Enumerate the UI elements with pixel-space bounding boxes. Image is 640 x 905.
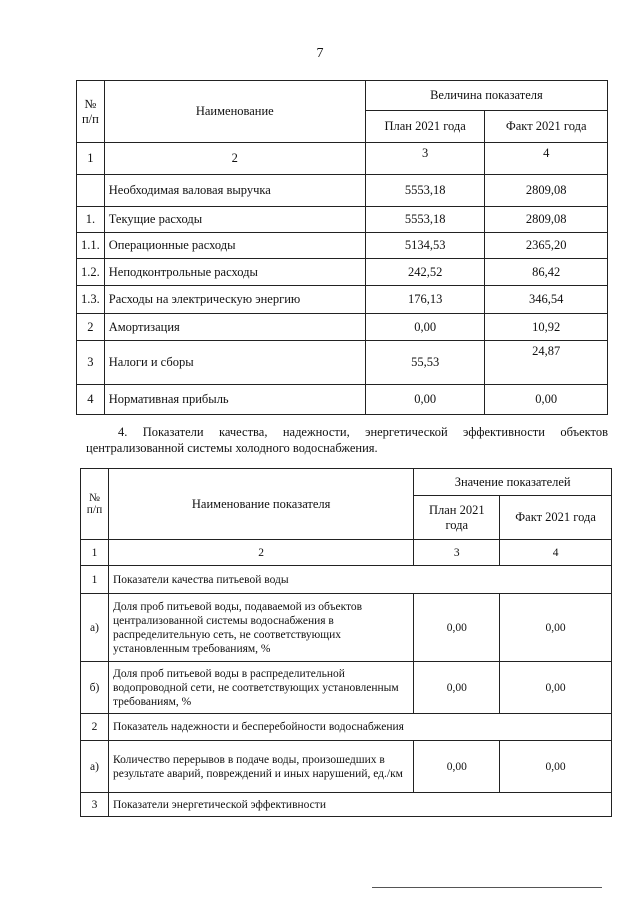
row-num: а) xyxy=(81,741,109,793)
table-row xyxy=(81,741,612,793)
table-row xyxy=(77,175,608,207)
index-row xyxy=(81,540,612,566)
row-fact: 10,92 xyxy=(485,314,608,341)
row-fact: 86,42 xyxy=(485,259,608,286)
row-num: 1.2. xyxy=(77,259,105,286)
row-plan: 5553,18 xyxy=(365,175,485,207)
group-title: Показатель надежности и бесперебойности водоснабжения xyxy=(108,714,611,741)
row-fact: 346,54 xyxy=(485,286,608,314)
table-row xyxy=(77,341,608,385)
group-row xyxy=(81,566,612,594)
header-fact: Факт 2021 года xyxy=(485,111,608,143)
row-name: Доля проб питьевой воды в распределительной водопроводной сети, не соответствующих установленным требованиям, % xyxy=(108,662,413,714)
row-plan: 0,00 xyxy=(414,741,500,793)
row-plan: 0,00 xyxy=(414,662,500,714)
table-row xyxy=(77,286,608,314)
row-num: 1.3. xyxy=(77,286,105,314)
index-row xyxy=(77,143,608,175)
row-num: 1.1. xyxy=(77,233,105,259)
group-title: Показатели качества питьевой воды xyxy=(108,566,611,594)
row-plan: 0,00 xyxy=(414,594,500,662)
footer-divider xyxy=(372,887,602,888)
row-fact: 0,00 xyxy=(500,662,612,714)
row-plan: 0,00 xyxy=(365,385,485,415)
group-title: Показатели энергетической эффективности xyxy=(108,793,611,817)
row-fact: 0,00 xyxy=(485,385,608,415)
group-row xyxy=(81,793,612,817)
header-group: Величина показателя xyxy=(365,81,607,111)
row-fact: 2365,20 xyxy=(485,233,608,259)
row-num: 4 xyxy=(77,385,105,415)
row-name: Количество перерывов в подаче воды, произошедших в результате аварий, повреждений и иных нарушений, ед./км xyxy=(108,741,413,793)
table-header-row xyxy=(77,81,608,111)
row-name: Доля проб питьевой воды, подаваемой из объектов централизованной системы водоснабжения в распределительную сеть, не соответствующих установленным требованиям, % xyxy=(108,594,413,662)
row-name: Необходимая валовая выручка xyxy=(104,175,365,207)
index-cell: 3 xyxy=(365,143,485,175)
row-fact: 24,87 xyxy=(485,341,608,385)
index-cell: 2 xyxy=(108,540,413,566)
group-row xyxy=(81,714,612,741)
table-row xyxy=(81,662,612,714)
index-cell: 4 xyxy=(485,143,608,175)
row-name: Амортизация xyxy=(104,314,365,341)
row-name: Текущие расходы xyxy=(104,207,365,233)
row-num: 1. xyxy=(77,207,105,233)
table-row xyxy=(77,233,608,259)
table-row xyxy=(77,385,608,415)
header-num: № п/п xyxy=(77,81,105,143)
table-row xyxy=(77,314,608,341)
table-row xyxy=(81,594,612,662)
quality-indicators-table xyxy=(80,468,612,817)
row-name: Неподконтрольные расходы xyxy=(104,259,365,286)
header-num: № п/п xyxy=(81,469,109,540)
index-cell: 1 xyxy=(77,143,105,175)
row-plan: 5134,53 xyxy=(365,233,485,259)
row-num: 2 xyxy=(77,314,105,341)
row-num: 1 xyxy=(81,566,109,594)
row-name: Налоги и сборы xyxy=(104,341,365,385)
row-num: а) xyxy=(81,594,109,662)
header-group: Значение показателей xyxy=(414,469,612,496)
row-num: б) xyxy=(81,662,109,714)
row-fact: 2809,08 xyxy=(485,207,608,233)
header-plan: План 2021 года xyxy=(414,496,500,540)
header-plan: План 2021 года xyxy=(365,111,485,143)
row-fact: 2809,08 xyxy=(485,175,608,207)
row-num: 3 xyxy=(77,341,105,385)
table-row xyxy=(77,207,608,233)
row-name: Операционные расходы xyxy=(104,233,365,259)
table-row xyxy=(77,259,608,286)
index-cell: 1 xyxy=(81,540,109,566)
header-name: Наименование показателя xyxy=(108,469,413,540)
row-name: Нормативная прибыль xyxy=(104,385,365,415)
row-plan: 55,53 xyxy=(365,341,485,385)
index-cell: 3 xyxy=(414,540,500,566)
row-plan: 242,52 xyxy=(365,259,485,286)
financial-indicators-table xyxy=(76,80,608,415)
row-num xyxy=(77,175,105,207)
header-name: Наименование xyxy=(104,81,365,143)
row-fact: 0,00 xyxy=(500,741,612,793)
row-plan: 0,00 xyxy=(365,314,485,341)
row-name: Расходы на электрическую энергию xyxy=(104,286,365,314)
section-heading: 4. Показатели качества, надежности, энергетической эффективности объектов централизованной системы холодного водоснабжения. xyxy=(86,425,608,455)
index-cell: 2 xyxy=(104,143,365,175)
table-header-row xyxy=(81,469,612,496)
index-cell: 4 xyxy=(500,540,612,566)
row-num: 3 xyxy=(81,793,109,817)
header-fact: Факт 2021 года xyxy=(500,496,612,540)
row-fact: 0,00 xyxy=(500,594,612,662)
row-plan: 5553,18 xyxy=(365,207,485,233)
row-num: 2 xyxy=(81,714,109,741)
row-plan: 176,13 xyxy=(365,286,485,314)
page-number: 7 xyxy=(316,46,324,61)
